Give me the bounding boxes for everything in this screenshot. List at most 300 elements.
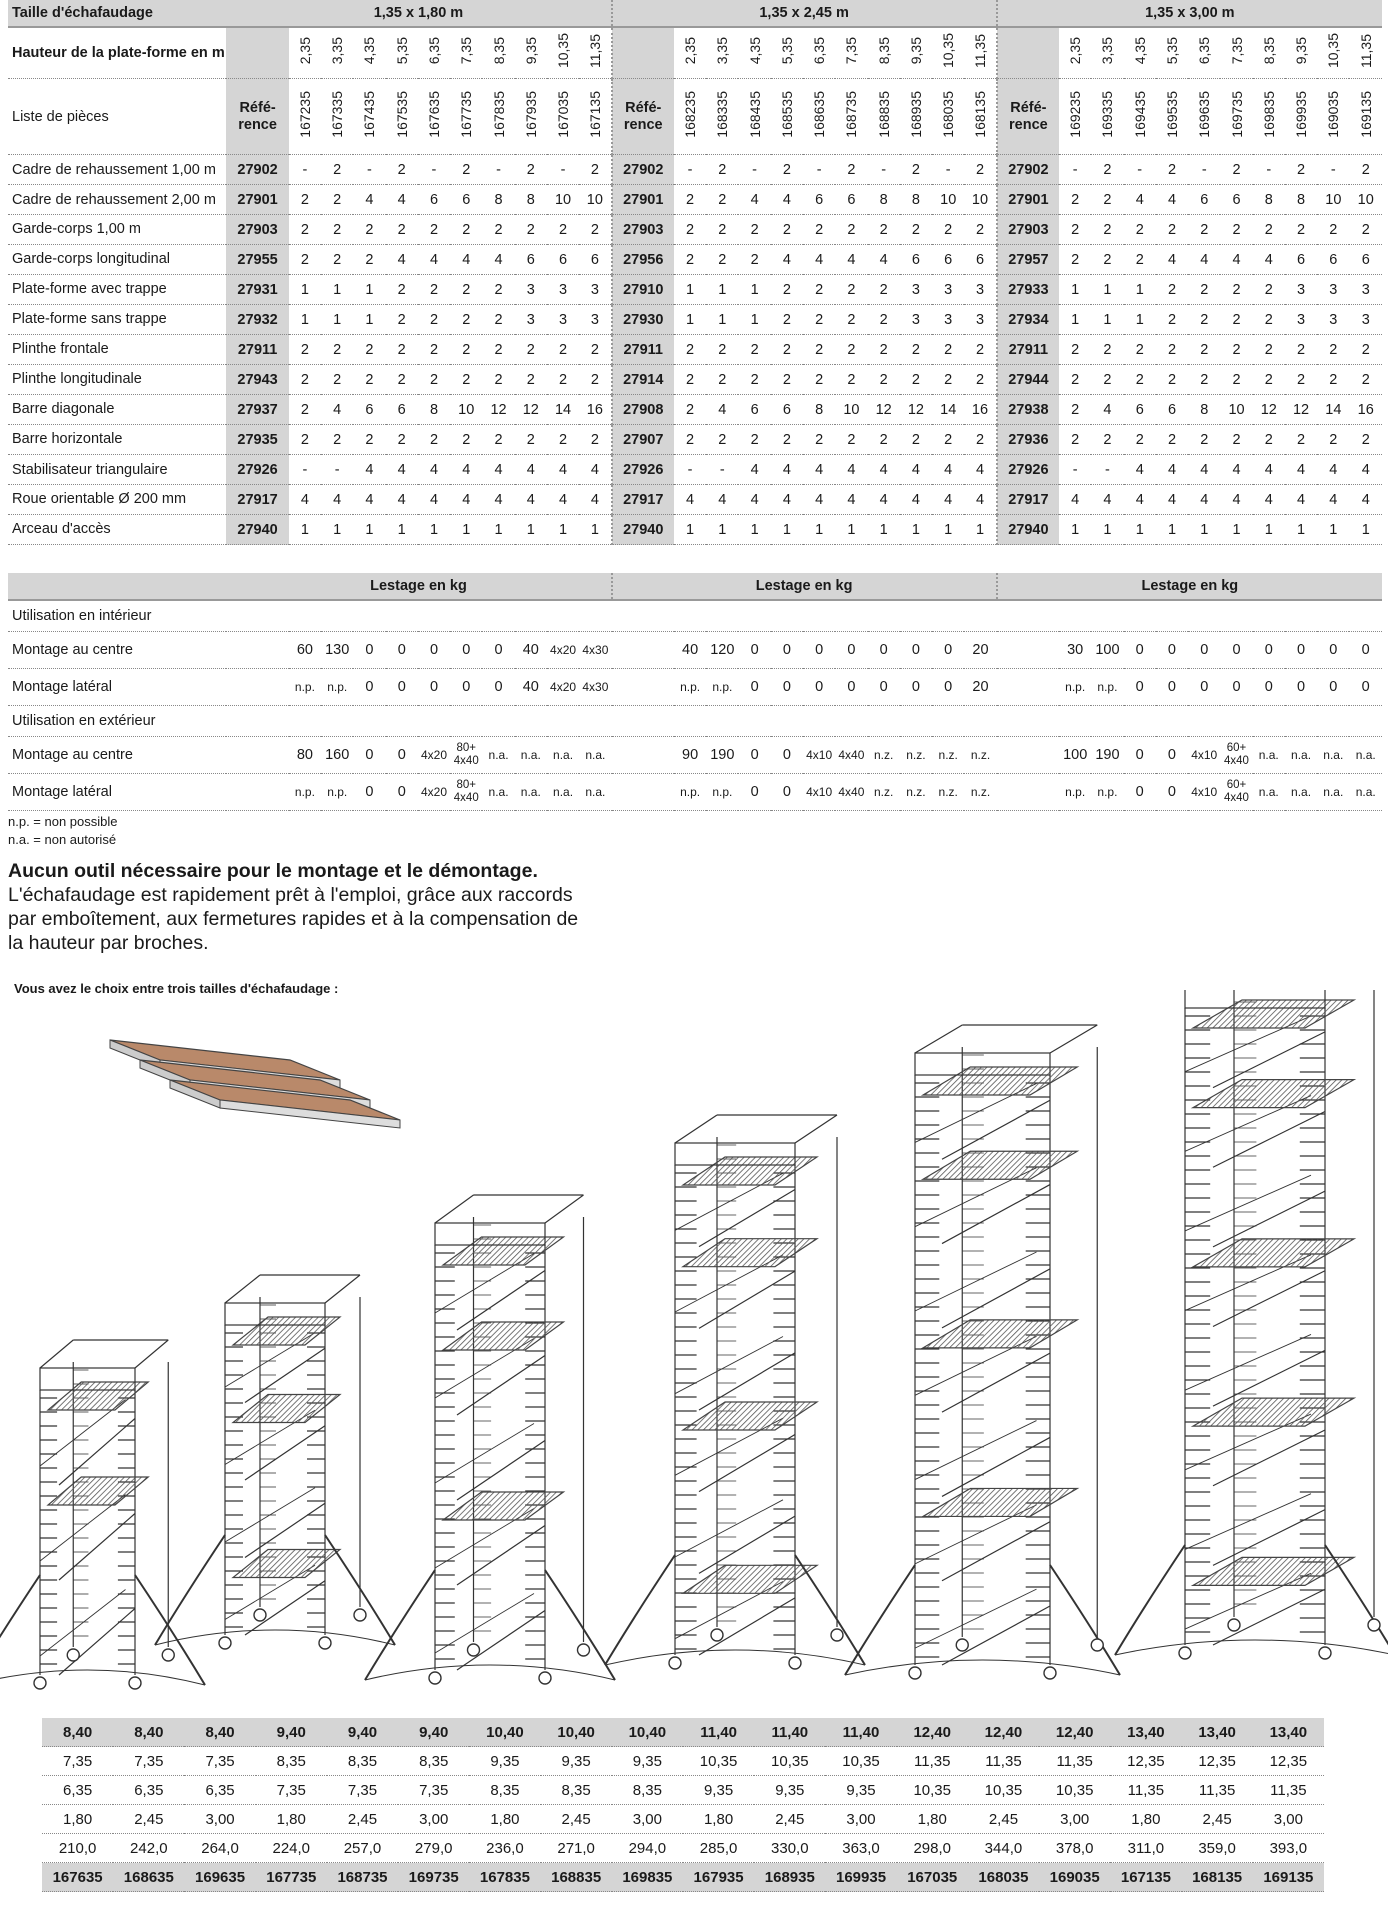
spec-value: 169135 [1253,1863,1324,1892]
part-qty: 2 [450,425,482,455]
part-ref: 27917 [612,485,674,515]
article-code: 168135 [964,79,996,155]
part-qty: 2 [835,425,867,455]
part-ref: 27955 [226,245,288,275]
height-value: 10,35 [1317,27,1349,79]
ballast-value: 60+ 4x40 [1220,774,1252,811]
ballast-value: 100 [1059,737,1091,774]
part-qty: 14 [932,395,964,425]
ballast-ref-spacer [997,774,1059,811]
part-qty: 4 [868,455,900,485]
part-qty: 2 [1156,335,1188,365]
part-qty: 4 [547,455,579,485]
part-qty: 1 [1220,515,1252,545]
part-qty: 4 [1156,185,1188,215]
part-qty: - [738,155,770,185]
part-qty: 4 [482,485,514,515]
part-qty: 8 [515,185,547,215]
part-row [8,515,1382,545]
part-row [8,485,1382,515]
part-qty: 4 [450,245,482,275]
part-qty: 2 [1253,275,1285,305]
part-qty: 6 [1349,245,1382,275]
ballast-value: n.z. [900,774,932,811]
ballast-value: 4x30 [579,669,611,706]
height-value: 8,35 [868,27,900,79]
ballast-value: 0 [450,632,482,669]
article-code: 167535 [386,79,418,155]
height-value: 11,35 [1349,27,1382,79]
part-qty: 2 [289,425,321,455]
part-qty: 3 [1317,305,1349,335]
part-row [8,245,1382,275]
article-code: 168635 [803,79,835,155]
ballast-value: n.a. [547,774,579,811]
part-row [8,305,1382,335]
part-qty: 2 [515,155,547,185]
part-qty: 2 [803,335,835,365]
part-qty: 1 [547,515,579,545]
part-qty: 2 [482,425,514,455]
ballast-value: 0 [386,669,418,706]
spec-value: 10,35 [897,1776,968,1805]
article-code: 168235 [674,79,706,155]
part-qty: 2 [386,275,418,305]
ballast-value: 0 [932,669,964,706]
part-qty: 2 [1220,275,1252,305]
mount-type: Montage latéral [8,774,226,811]
ballast-row [8,632,1382,669]
ballast-value: 80+ 4x40 [450,774,482,811]
part-qty: 2 [1253,335,1285,365]
part-qty: 2 [674,365,706,395]
part-qty: 4 [579,485,611,515]
height-value: 7,35 [835,27,867,79]
part-qty: 8 [900,185,932,215]
spec-row [42,1805,1324,1834]
part-qty: - [418,155,450,185]
part-name: Roue orientable Ø 200 mm [8,485,226,515]
platform-panels-image [110,1040,400,1128]
part-qty: 10 [1220,395,1252,425]
ballast-value: 20 [964,669,996,706]
spec-value: 2,45 [968,1805,1039,1834]
part-qty: 2 [353,335,385,365]
spec-value: 3,00 [1253,1805,1324,1834]
part-qty: 2 [900,215,932,245]
ballast-ref-spacer [226,737,288,774]
part-qty: 2 [900,425,932,455]
spec-value: 11,35 [1039,1747,1110,1776]
part-qty: 4 [868,245,900,275]
part-qty: 2 [1349,425,1382,455]
part-qty: 2 [450,365,482,395]
spec-value: 7,35 [398,1776,469,1805]
part-qty: 2 [1285,335,1317,365]
part-qty: 2 [515,335,547,365]
part-qty: 2 [1156,425,1188,455]
ballast-value: 0 [1317,669,1349,706]
spec-value: 8,40 [113,1718,184,1747]
ballast-header: Lestage en kg [226,573,611,600]
codes-row [8,79,1382,155]
part-qty: 2 [964,335,996,365]
part-qty: 1 [1124,275,1156,305]
part-qty: - [353,155,385,185]
part-row [8,155,1382,185]
part-qty: 2 [964,155,996,185]
part-qty: 3 [900,305,932,335]
part-qty: 2 [289,245,321,275]
part-row [8,395,1382,425]
part-qty: 6 [579,245,611,275]
ballast-value: 0 [771,774,803,811]
part-qty: 2 [900,365,932,395]
ballast-value: 100 [1091,632,1123,669]
ballast-table [8,573,1382,811]
ballast-value: 0 [1156,737,1188,774]
ballast-value: n.p. [1059,774,1091,811]
part-qty: 2 [547,425,579,455]
part-qty: 4 [835,485,867,515]
part-qty: 6 [803,185,835,215]
part-qty: 2 [1091,365,1123,395]
part-qty: 10 [1349,185,1382,215]
part-qty: 4 [738,485,770,515]
article-code: 167135 [579,79,611,155]
part-qty: 4 [418,455,450,485]
part-qty: 2 [450,155,482,185]
part-qty: 4 [803,485,835,515]
part-qty: 1 [579,515,611,545]
ballast-value: n.a. [1317,774,1349,811]
ballast-value: 0 [353,669,385,706]
part-qty: - [321,455,353,485]
ballast-value: 0 [1253,632,1285,669]
article-code: 169035 [1317,79,1349,155]
part-qty: 4 [1091,485,1123,515]
part-qty: 4 [321,485,353,515]
article-code: 169535 [1156,79,1188,155]
part-qty: 2 [771,365,803,395]
part-row [8,215,1382,245]
spec-value: 279,0 [398,1834,469,1863]
part-qty: 2 [1156,275,1188,305]
part-qty: 2 [706,365,738,395]
part-qty: 2 [418,425,450,455]
part-qty: 2 [450,305,482,335]
spec-row [42,1776,1324,1805]
ballast-value: 0 [1253,669,1285,706]
part-qty: 1 [1059,515,1091,545]
part-qty: 12 [1285,395,1317,425]
part-qty: 4 [482,245,514,275]
part-qty: 10 [932,185,964,215]
height-value: 2,35 [1059,27,1091,79]
ballast-value: n.p. [1091,774,1123,811]
part-qty: 3 [515,275,547,305]
part-qty: 2 [1349,155,1382,185]
spec-value: 3,00 [825,1805,896,1834]
page-content [8,0,1382,996]
part-qty: 2 [1349,215,1382,245]
size-label: Taille d'échafaudage [8,0,226,27]
ballast-value: 0 [1124,632,1156,669]
part-qty: 1 [321,305,353,335]
spec-value: 1,80 [897,1805,968,1834]
part-qty: 2 [450,335,482,365]
article-code: 168835 [868,79,900,155]
part-qty: 2 [932,335,964,365]
part-qty: 2 [803,365,835,395]
part-qty: - [1124,155,1156,185]
part-qty: 2 [868,275,900,305]
part-qty: 2 [1285,215,1317,245]
spec-value: 167935 [683,1863,754,1892]
ballast-value: 90 [674,737,706,774]
part-qty: 4 [738,455,770,485]
spec-value: 168135 [1182,1863,1253,1892]
spec-value: 1,80 [42,1805,113,1834]
part-qty: 2 [868,425,900,455]
heights-row [8,27,1382,79]
spec-value: 1,80 [1110,1805,1181,1834]
part-qty: 12 [1253,395,1285,425]
part-qty: 4 [450,485,482,515]
part-qty: 4 [450,455,482,485]
part-qty: 2 [771,425,803,455]
part-qty: 4 [900,455,932,485]
part-qty: 4 [1188,245,1220,275]
height-value: 3,35 [706,27,738,79]
part-qty: 2 [738,335,770,365]
ballast-value: n.a. [1285,774,1317,811]
ballast-ref-spacer [612,774,674,811]
spec-value: 13,40 [1110,1718,1181,1747]
spec-value: 210,0 [42,1834,113,1863]
article-code: 168535 [771,79,803,155]
part-qty: 2 [482,365,514,395]
spec-value: 285,0 [683,1834,754,1863]
part-ref: 27944 [997,365,1059,395]
ballast-value: 0 [386,737,418,774]
spec-value: 169035 [1039,1863,1110,1892]
part-qty: 1 [964,515,996,545]
spec-value: 11,35 [897,1747,968,1776]
height-value: 3,35 [321,27,353,79]
part-qty: 1 [289,275,321,305]
spec-value: 330,0 [754,1834,825,1863]
ballast-value: 0 [900,669,932,706]
legend-np: n.p. = non possible [8,814,118,829]
part-qty: 4 [1091,395,1123,425]
part-qty: 6 [418,185,450,215]
height-label: Hauteur de la plate-forme en m [8,27,226,79]
ballast-value: 0 [771,632,803,669]
part-qty: 1 [674,515,706,545]
part-name: Garde-corps 1,00 m [8,215,226,245]
spec-value: 168035 [968,1863,1039,1892]
part-qty: 2 [418,305,450,335]
spec-value: 11,35 [968,1747,1039,1776]
article-code: 167435 [353,79,385,155]
part-qty: 1 [1059,275,1091,305]
spec-value: 8,35 [327,1747,398,1776]
part-qty: 4 [771,485,803,515]
part-qty: 2 [706,185,738,215]
part-qty: 4 [900,485,932,515]
part-qty: 1 [289,515,321,545]
ballast-value: 0 [1124,669,1156,706]
part-ref: 27933 [997,275,1059,305]
part-qty: 4 [1156,245,1188,275]
spec-value: 12,40 [1039,1718,1110,1747]
part-ref: 27943 [226,365,288,395]
part-qty: 4 [1156,485,1188,515]
part-qty: 1 [418,515,450,545]
ballast-value: 4x40 [835,737,867,774]
legend-na: n.a. = non autorisé [8,832,117,847]
part-qty: 1 [289,305,321,335]
spec-value: 2,45 [754,1805,825,1834]
article-code: 169135 [1349,79,1382,155]
spec-value: 167835 [469,1863,540,1892]
part-qty: 2 [1156,215,1188,245]
part-qty: 2 [900,155,932,185]
ballast-value: n.a. [547,737,579,774]
part-qty: 4 [1124,455,1156,485]
ballast-ref-spacer [226,632,288,669]
spec-value: 236,0 [469,1834,540,1863]
ballast-header-spacer [8,573,226,600]
size-header: 1,35 x 2,45 m [612,0,997,27]
part-qty: 1 [482,515,514,545]
part-qty: - [482,155,514,185]
part-qty: - [547,155,579,185]
part-qty: 14 [547,395,579,425]
part-ref: 27903 [226,215,288,245]
legend [8,813,1382,849]
part-qty: 2 [418,215,450,245]
part-ref: 27907 [612,425,674,455]
article-code: 167735 [450,79,482,155]
spec-value: 11,35 [1182,1776,1253,1805]
part-qty: 2 [1059,425,1091,455]
ballast-value: 0 [900,632,932,669]
part-qty: 6 [1285,245,1317,275]
ballast-value: 0 [450,669,482,706]
part-ref: 27934 [997,305,1059,335]
part-qty: 2 [1188,335,1220,365]
part-qty: 1 [353,275,385,305]
part-ref: 27901 [997,185,1059,215]
intro-text [8,859,1382,955]
ballast-value: 0 [1220,632,1252,669]
spec-value: 10,40 [612,1718,683,1747]
height-value: 8,35 [482,27,514,79]
spec-value: 3,00 [1039,1805,1110,1834]
part-qty: 10 [835,395,867,425]
article-code: 168335 [706,79,738,155]
spec-value: 8,35 [612,1776,683,1805]
ballast-value: n.a. [482,737,514,774]
part-qty: 2 [868,215,900,245]
ballast-value: 0 [803,632,835,669]
part-qty: 4 [1285,485,1317,515]
spec-value: 169635 [184,1863,255,1892]
part-qty: - [1253,155,1285,185]
part-row [8,275,1382,305]
part-qty: 2 [1285,425,1317,455]
part-qty: 2 [674,335,706,365]
spec-value: 9,40 [398,1718,469,1747]
part-qty: 4 [1317,455,1349,485]
part-qty: - [706,455,738,485]
article-code: 168435 [738,79,770,155]
part-qty: 6 [353,395,385,425]
part-ref: 27932 [226,305,288,335]
size-header: 1,35 x 3,00 m [997,0,1382,27]
part-name: Plinthe frontale [8,335,226,365]
part-qty: 2 [353,365,385,395]
part-qty: 2 [321,185,353,215]
part-qty: 2 [547,335,579,365]
spec-value: 9,35 [683,1776,754,1805]
part-qty: 2 [1188,305,1220,335]
part-qty: - [1091,455,1123,485]
part-row [8,455,1382,485]
ballast-value: n.p. [706,669,738,706]
part-qty: 2 [1091,185,1123,215]
part-qty: 2 [418,365,450,395]
part-qty: 2 [386,215,418,245]
part-qty: 4 [353,455,385,485]
part-qty: 3 [900,275,932,305]
part-qty: 6 [900,245,932,275]
part-qty: 2 [1220,155,1252,185]
part-qty: 12 [482,395,514,425]
part-qty: 2 [1253,425,1285,455]
height-value: 6,35 [803,27,835,79]
spec-value: 9,35 [825,1776,896,1805]
height-value: 9,35 [1285,27,1317,79]
spec-value: 8,35 [256,1747,327,1776]
part-qty: - [868,155,900,185]
part-qty: 4 [1124,485,1156,515]
ballast-value: 4x10 [803,737,835,774]
spec-value: 2,45 [541,1805,612,1834]
part-qty: 2 [321,335,353,365]
part-qty: 2 [482,275,514,305]
part-qty: 4 [932,455,964,485]
spec-value: 6,35 [42,1776,113,1805]
part-qty: 10 [579,185,611,215]
spec-value: 7,35 [327,1776,398,1805]
part-qty: 1 [515,515,547,545]
part-qty: 4 [386,245,418,275]
ballast-value: 0 [835,669,867,706]
part-qty: 1 [1349,515,1382,545]
spec-value: 2,45 [113,1805,184,1834]
part-qty: 4 [1253,245,1285,275]
part-qty: 1 [803,515,835,545]
spec-value: 294,0 [612,1834,683,1863]
part-qty: 2 [803,215,835,245]
part-qty: 1 [386,515,418,545]
part-qty: 2 [1285,365,1317,395]
part-qty: 2 [1349,335,1382,365]
part-qty: 8 [482,185,514,215]
